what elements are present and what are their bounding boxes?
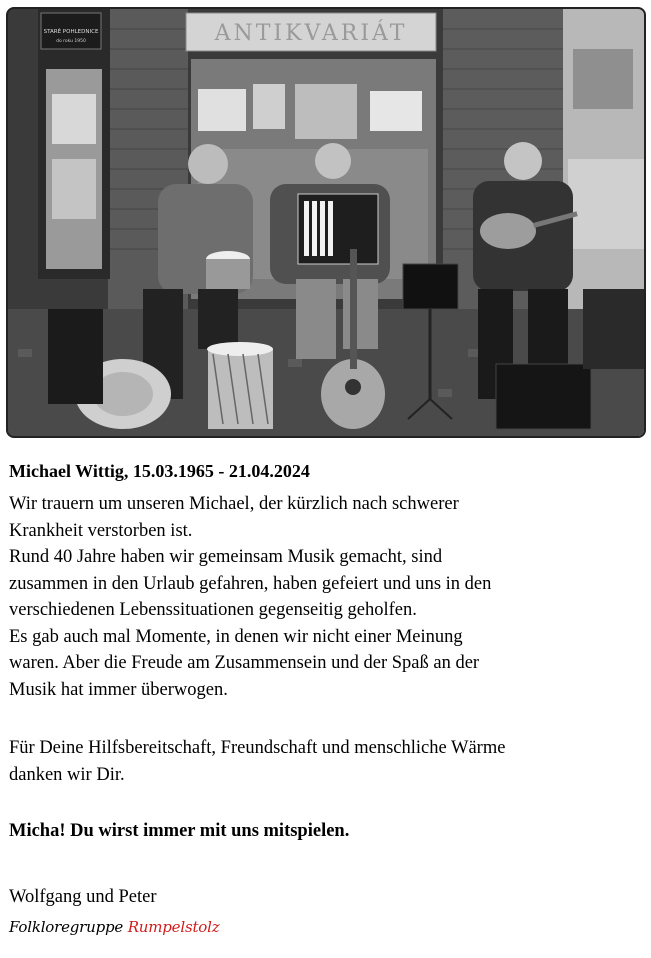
band-name: Rumpelstolz [127,918,220,936]
paragraph-line: zusammen in den Urlaub gefahren, haben gefeiert und uns in den [9,573,492,594]
paragraph-line: waren. Aber die Freude am Zusammensein und der Spaß an der [9,653,480,673]
band-photo [8,9,644,436]
paragraph-line: danken wir Dir. [9,764,125,785]
paragraph-line: Musik hat immer überwogen. [9,679,228,700]
heading: Michael Wittig, 15.03.1965 - 21.04.2024 [9,461,310,481]
obituary-text [9,459,647,938]
paragraph-line: Rund 40 Jahre haben wir gemeinsam Musik gemacht, sind [9,547,443,567]
paragraph-memory [9,491,647,703]
band-prefix: Folkloregruppe [9,918,124,936]
closing-line: Micha! Du wirst immer mit uns mitspielen. [9,821,350,841]
paragraph-thanks [9,735,647,788]
paragraph-line: Für Deine Hilfsbereitschaft, Freundschaft und menschliche Wärme [9,738,506,758]
paragraph-line: Es gab auch mal Momente, in denen wir nicht einer Meinung [9,626,463,647]
band-signature [9,916,647,938]
paragraph-line: verschiedenen Lebenssituationen gegenseitig geholfen. [9,600,417,620]
signoff: Wolfgang und Peter [9,887,157,907]
paragraph-line: Krankheit verstorben ist. [9,520,193,541]
paragraph-line: Wir trauern um unseren Michael, der kürzlich nach schwerer [9,494,459,514]
plaque-line-1: STARÉ POHLEDNICE [43,29,99,35]
plaque-line-2: do roku 1950 [56,39,86,44]
shop-sign: ANTIKVARIÁT [214,21,408,46]
band-photo-illustration [8,9,644,436]
